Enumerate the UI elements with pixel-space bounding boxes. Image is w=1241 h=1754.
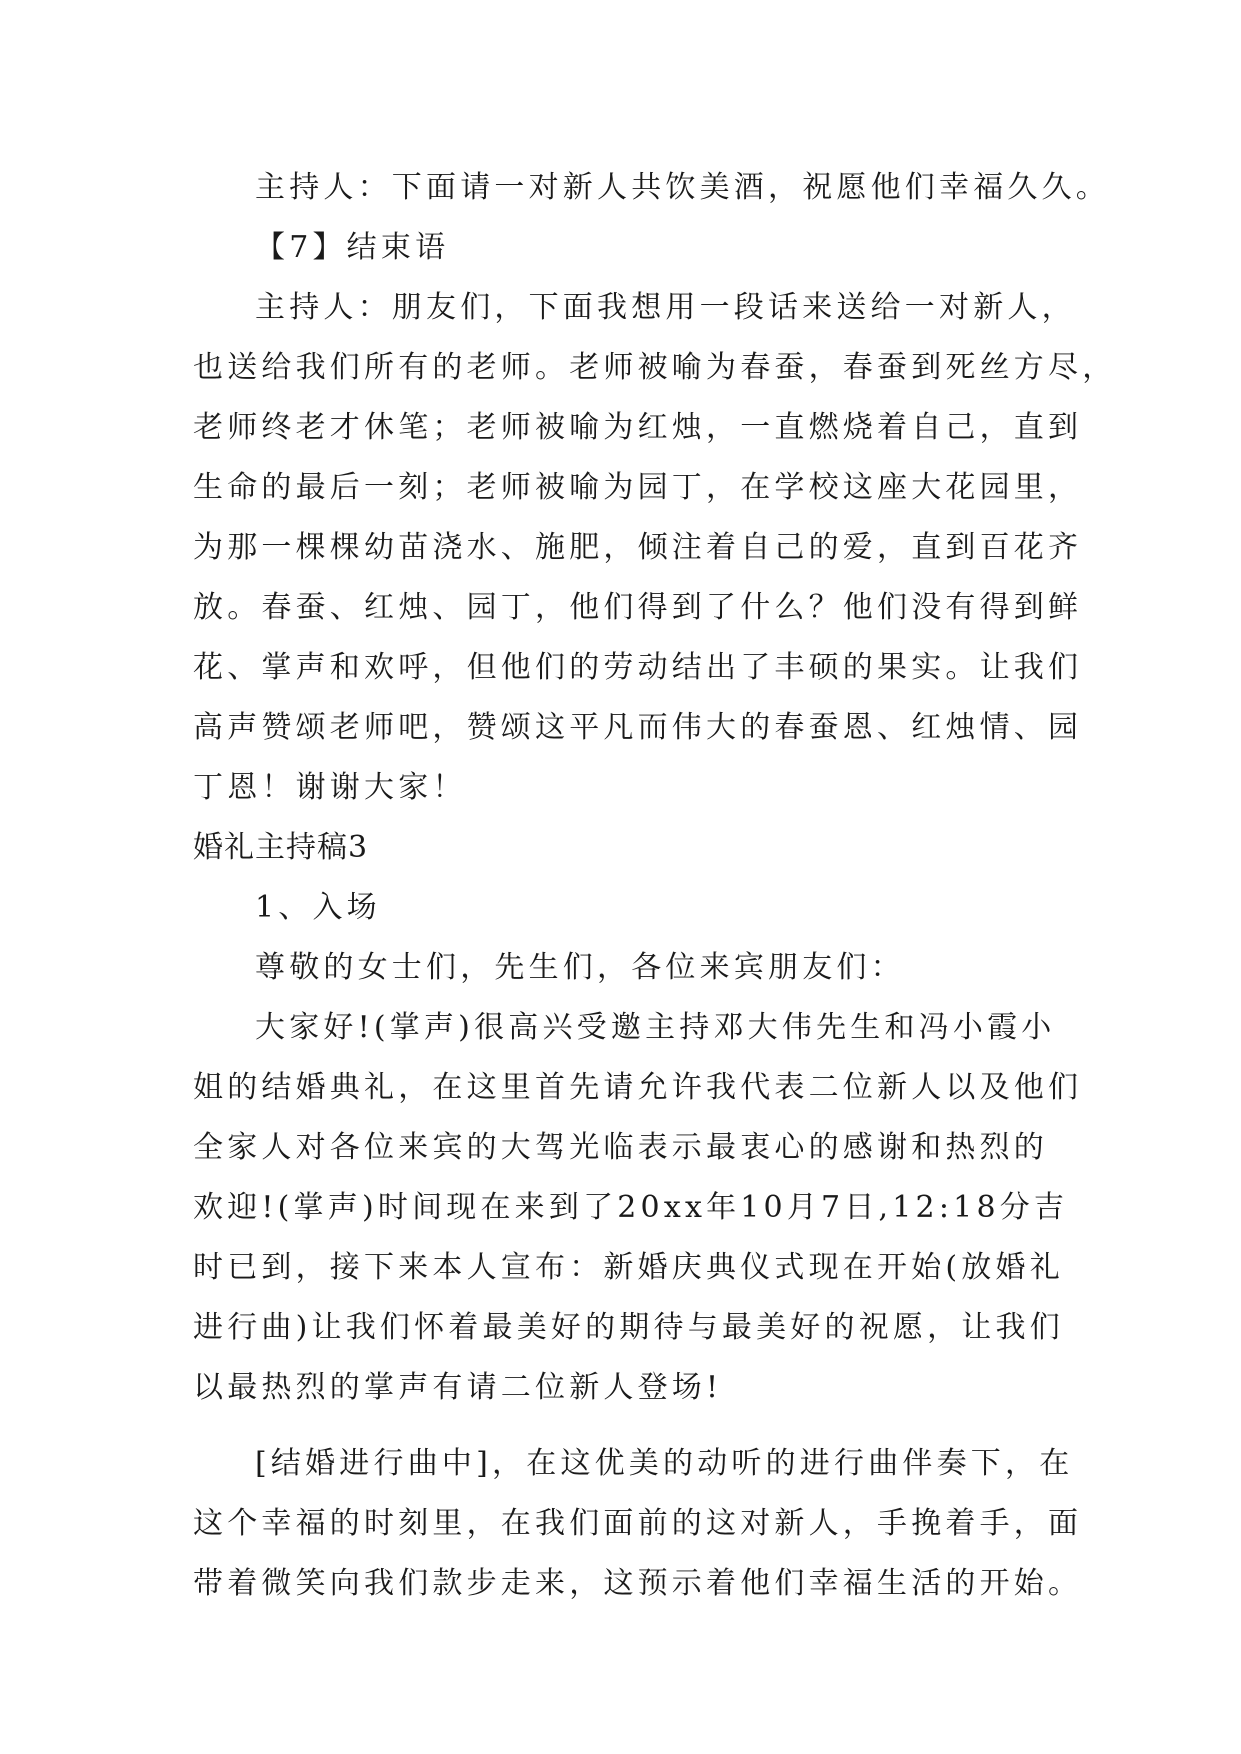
paragraph-line: 为那一棵棵幼苗浇水、施肥，倾注着自己的爱，直到百花齐 bbox=[193, 530, 1083, 565]
paragraph-line: 全家人对各位来宾的大驾光临表示最衷心的感谢和热烈的 bbox=[193, 1130, 1048, 1165]
paragraph-line: 丁恩！谢谢大家！ bbox=[193, 770, 467, 805]
paragraph-line: 也送给我们所有的老师。老师被喻为春蚕，春蚕到死丝方尽， bbox=[193, 350, 1117, 385]
document-heading: 婚礼主持稿3 bbox=[193, 830, 369, 865]
paragraph-line: 花、掌声和欢呼，但他们的劳动结出了丰硕的果实。让我们 bbox=[193, 650, 1083, 685]
paragraph-line: 带着微笑向我们款步走来，这预示着他们幸福生活的开始。 bbox=[193, 1566, 1083, 1601]
paragraph-line: 尊敬的女士们，先生们，各位来宾朋友们： bbox=[255, 950, 905, 985]
paragraph-line: 进行曲)让我们怀着最美好的期待与最美好的祝愿，让我们 bbox=[193, 1310, 1064, 1345]
paragraph-line: [结婚进行曲中]，在这优美的动听的进行曲伴奏下，在 bbox=[255, 1446, 1074, 1481]
paragraph-line: 以最热烈的掌声有请二位新人登场! bbox=[193, 1370, 723, 1405]
document-page bbox=[193, 158, 1117, 1614]
section-heading: 【7】结束语 bbox=[255, 230, 450, 265]
paragraph-line: 这个幸福的时刻里，在我们面前的这对新人，手挽着手，面 bbox=[193, 1506, 1083, 1541]
paragraph-line: 放。春蚕、红烛、园丁，他们得到了什么？他们没有得到鲜 bbox=[193, 590, 1083, 625]
paragraph-gap bbox=[193, 1418, 1073, 1434]
paragraph-line: 时已到，接下来本人宣布：新婚庆典仪式现在开始(放婚礼 bbox=[193, 1250, 1064, 1285]
paragraph-line: 主持人：下面请一对新人共饮美酒，祝愿他们幸福久久。 bbox=[255, 170, 1110, 205]
paragraph-line: 大家好!(掌声)很高兴受邀主持邓大伟先生和冯小霞小 bbox=[255, 1010, 1056, 1045]
paragraph-line: 姐的结婚典礼，在这里首先请允许我代表二位新人以及他们 bbox=[193, 1070, 1083, 1105]
paragraph-line: 生命的最后一刻；老师被喻为园丁，在学校这座大花园里， bbox=[193, 470, 1083, 505]
paragraph-line: 高声赞颂老师吧，赞颂这平凡而伟大的春蚕恩、红烛情、园 bbox=[193, 710, 1083, 745]
paragraph-line: 老师终老才休笔；老师被喻为红烛，一直燃烧着自己，直到 bbox=[193, 410, 1083, 445]
paragraph-line: 欢迎!(掌声)时间现在来到了20xx年10月7日,12:18分吉 bbox=[193, 1190, 1069, 1225]
section-heading: 1、入场 bbox=[255, 890, 381, 925]
paragraph-line: 主持人：朋友们，下面我想用一段话来送给一对新人， bbox=[255, 290, 1076, 325]
